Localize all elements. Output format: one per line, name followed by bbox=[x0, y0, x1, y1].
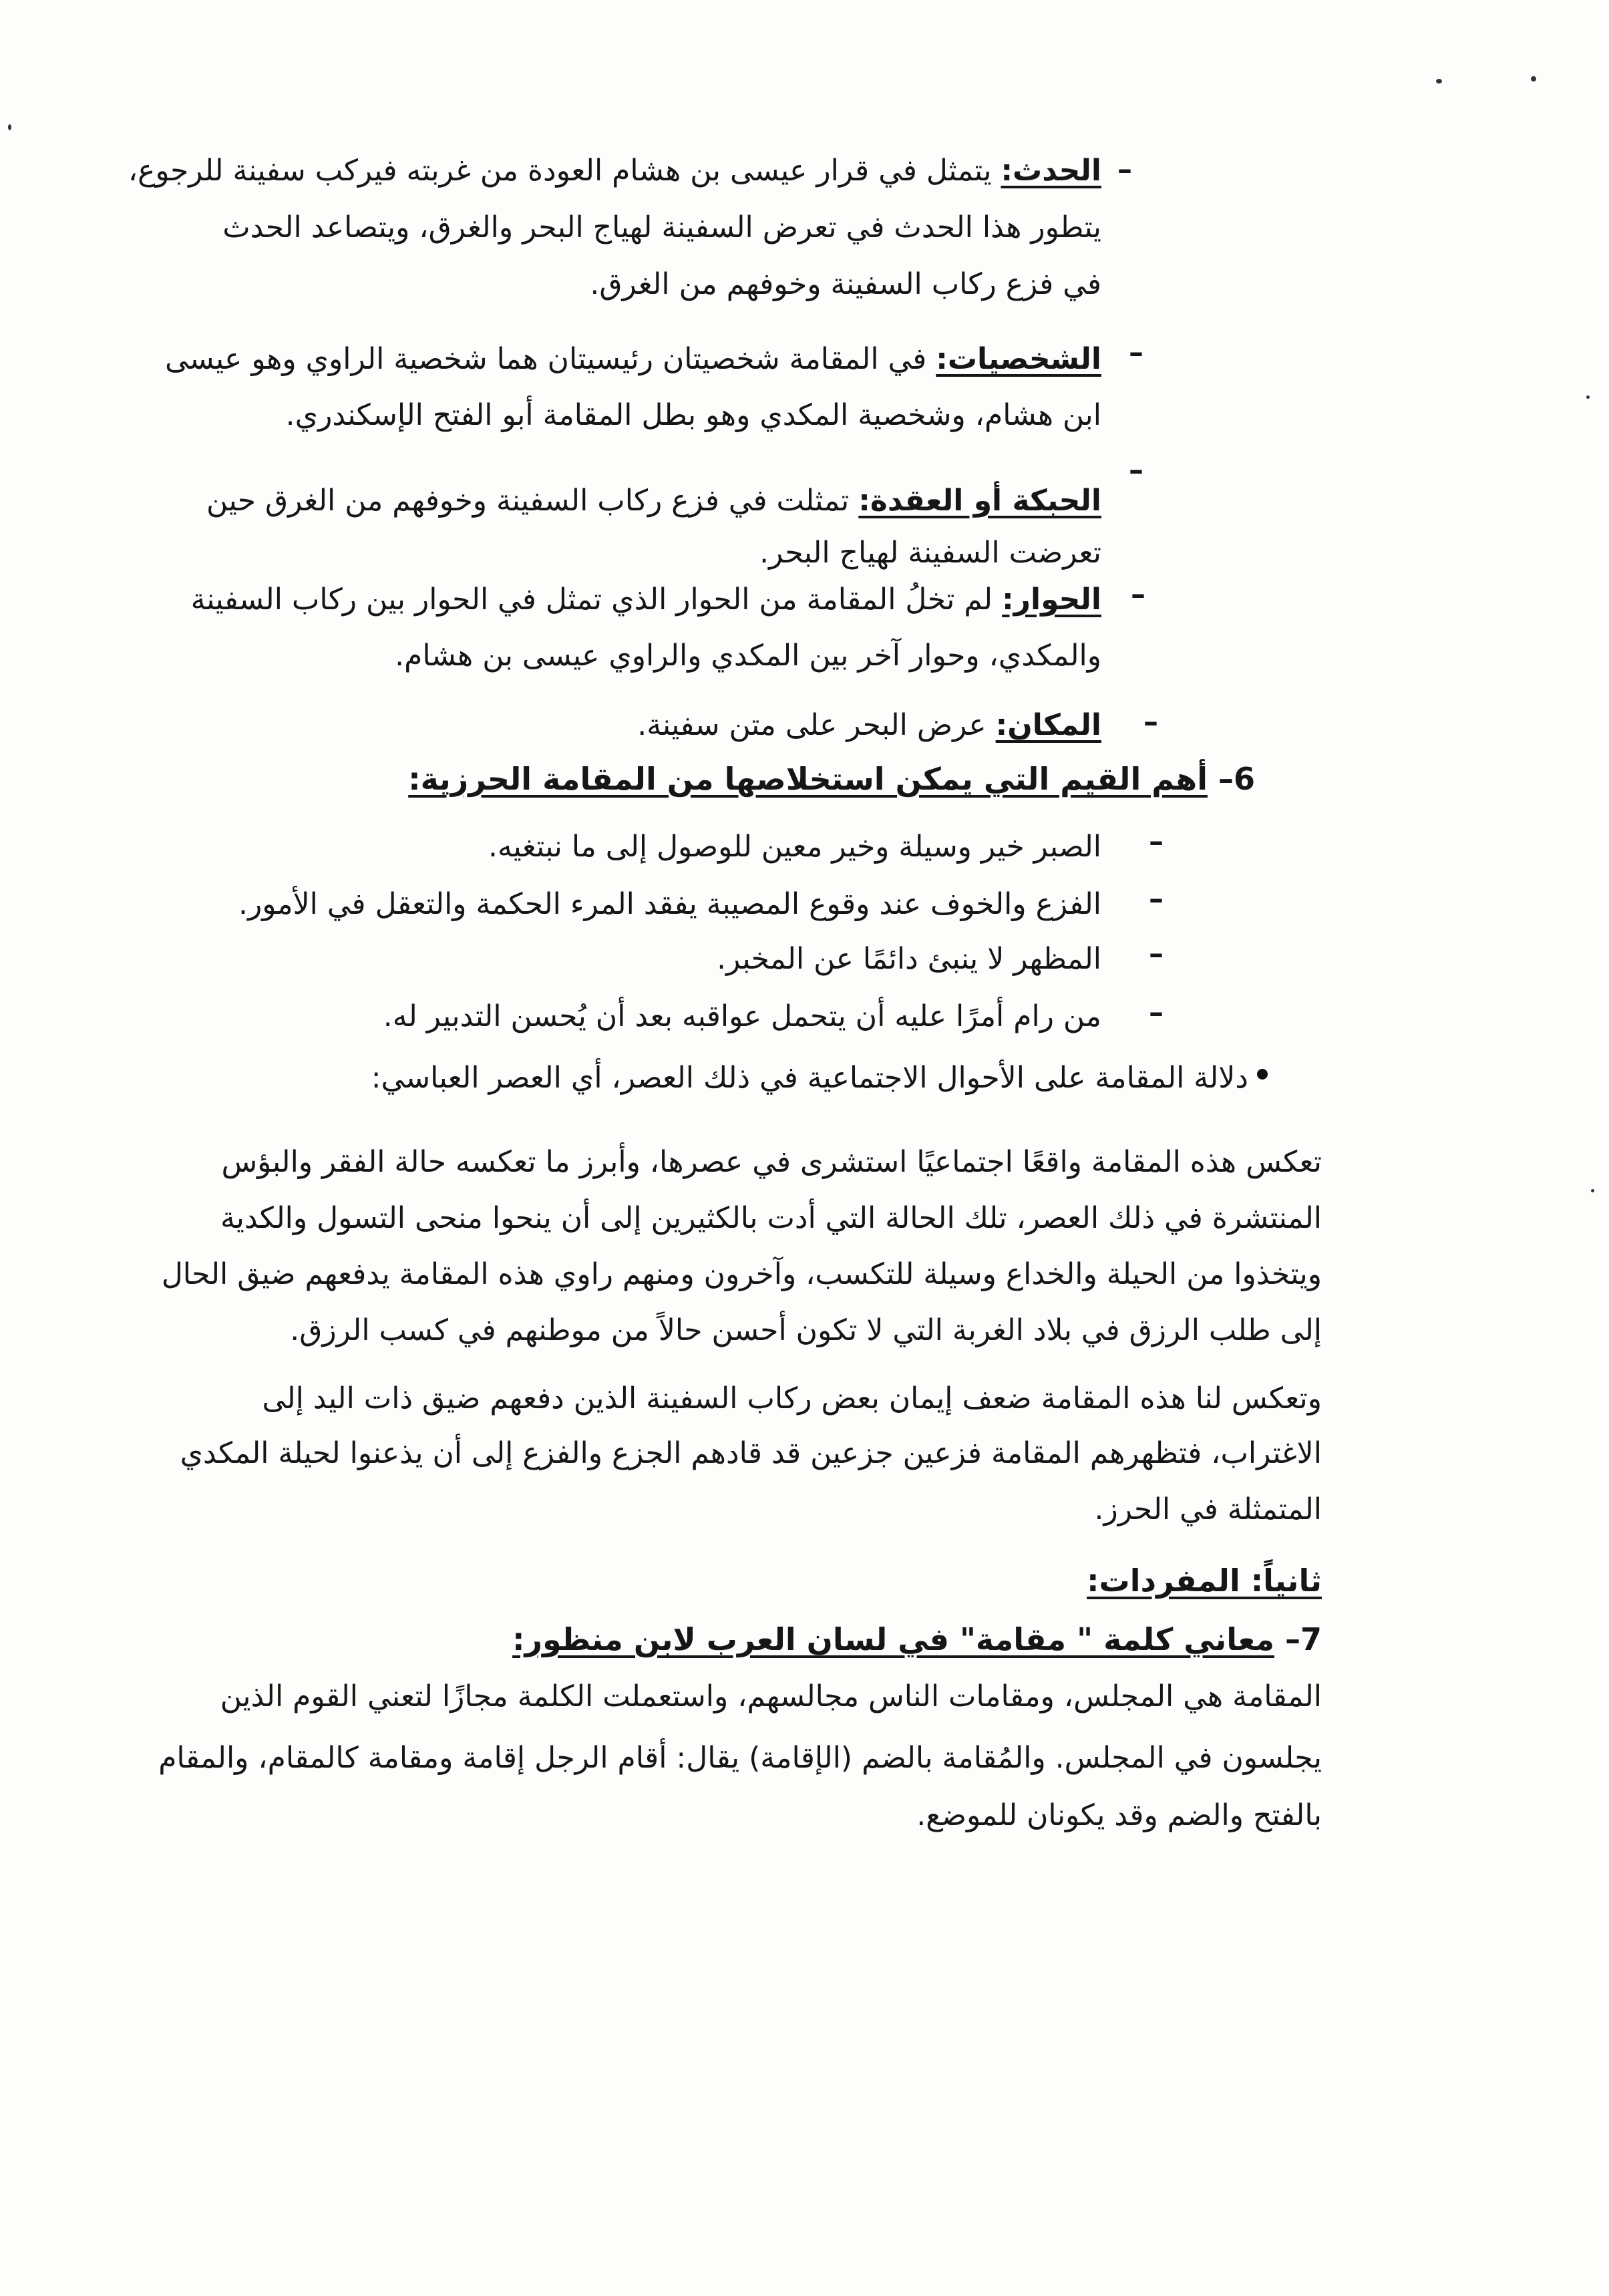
place-term: المكان: bbox=[995, 708, 1101, 742]
plot-text-1: تمثلت في فزع ركاب السفينة وخوفهم من الغرق حين bbox=[206, 484, 850, 518]
list-item-event-line-3: في فزع ركاب السفينة وخوفهم من الغرق. bbox=[590, 267, 1101, 301]
paragraph-line: بالفتح والضم وقد يكونان للموضع. bbox=[916, 1798, 1322, 1832]
list-item-event-line-1 bbox=[128, 152, 1101, 190]
vocabulary-heading bbox=[1087, 1561, 1322, 1601]
scan-speck bbox=[1436, 79, 1442, 84]
paragraph-line: يجلسون في المجلس. والمُقامة بالضم (الإقامة) يقال: أقام الرجل إقامة ومقامة كالمقام، والمقام bbox=[158, 1741, 1322, 1775]
list-dash: – bbox=[1131, 577, 1145, 611]
scan-speck bbox=[1591, 1189, 1594, 1192]
section-7-title: معاني كلمة " مقامة" في لسان العرب لابن منظور: bbox=[512, 1621, 1274, 1657]
paragraph-line: الاغتراب، فتظهرهم المقامة فزعين جزعين قد قادهم الجزع والفزع إلى أن يذعنوا لحيلة المكدي bbox=[180, 1436, 1322, 1470]
list-dash: – bbox=[1149, 882, 1164, 916]
paragraph-line: المقامة هي المجلس، ومقامات الناس مجالسهم، واستعملت الكلمة مجازًا لتعني القوم الذين bbox=[220, 1679, 1322, 1713]
scan-speck bbox=[1531, 76, 1536, 81]
list-dash: – bbox=[1117, 152, 1132, 186]
value-item-1: الصبر خير وسيلة وخير معين للوصول إلى ما نبتغيه. bbox=[488, 830, 1101, 864]
list-dash: – bbox=[1149, 995, 1164, 1029]
value-item-3: المظهر لا ينبئ دائمًا عن المخبر. bbox=[717, 942, 1101, 976]
section-6-heading bbox=[408, 759, 1255, 799]
scan-speck bbox=[1586, 395, 1590, 399]
list-item-event-line-2: يتطور هذا الحدث في تعرض السفينة لهياج البحر والغرق، ويتصاعد الحدث bbox=[222, 210, 1101, 244]
paragraph-line: ويتخذوا من الحيلة والخداع وسيلة للتكسب، وآخرون ومنهم راوي هذه المقامة يدفعهم ضيق الحال bbox=[161, 1257, 1322, 1291]
dialogue-text-1: لم تخلُ المقامة من الحوار الذي تمثل في الحوار بين ركاب السفينة bbox=[190, 583, 993, 617]
section-6-title: أهم القيم التي يمكن استخلاصها من المقامة الحرزية: bbox=[408, 761, 1208, 797]
characters-text-1: في المقامة شخصيتان رئيسيتان هما شخصية الراوي وهو عيسى bbox=[164, 342, 927, 376]
list-item-dialogue-line-1 bbox=[191, 581, 1101, 619]
paragraph-line: وتعكس لنا هذه المقامة ضعف إيمان بعض ركاب السفينة الذين دفعهم ضيق ذات اليد إلى bbox=[262, 1381, 1322, 1416]
section-7-heading bbox=[512, 1619, 1322, 1659]
paragraph-line: المتمثلة في الحرز. bbox=[1094, 1492, 1322, 1526]
dialogue-term: الحوار: bbox=[1002, 583, 1101, 617]
section-6-number: 6– bbox=[1218, 761, 1255, 797]
list-dash: – bbox=[1149, 937, 1164, 971]
paragraph-line: المنتشرة في ذلك العصر، تلك الحالة التي أدت بالكثيرين إلى أن ينحوا منحى التسول والكدية bbox=[220, 1201, 1322, 1235]
list-dash: – bbox=[1143, 705, 1158, 739]
bullet-dot bbox=[1257, 1069, 1268, 1080]
paragraph-line: تعكس هذه المقامة واقعًا اجتماعيًا استشرى في عصرها، وأبرز ما تعكسه حالة الفقر والبؤس bbox=[221, 1145, 1322, 1179]
list-item-characters-line-2: ابن هشام، وشخصية المكدي وهو بطل المقامة أبو الفتح الإسكندري. bbox=[285, 398, 1101, 432]
event-term: الحدث: bbox=[1001, 154, 1101, 188]
list-item-place-line-1 bbox=[637, 707, 1101, 744]
list-dash: – bbox=[1149, 824, 1164, 858]
list-item-characters-line-1 bbox=[165, 341, 1101, 378]
list-item-dialogue-line-2: والمكدي، وحوار آخر بين المكدي والراوي عيسى بن هشام. bbox=[395, 639, 1101, 673]
scan-speck bbox=[8, 124, 11, 130]
value-item-4: من رام أمرًا عليه أن يتحمل عواقبه بعد أن يُحسن التدبير له. bbox=[383, 999, 1101, 1033]
vocabulary-heading-text: ثانياً: المفردات: bbox=[1087, 1563, 1322, 1599]
characters-term: الشخصيات: bbox=[936, 342, 1101, 376]
plot-term: الحبكة أو العقدة: bbox=[858, 484, 1101, 518]
social-bullet-line-1: دلالة المقامة على الأحوال الاجتماعية في ذلك العصر، أي العصر العباسي: bbox=[371, 1061, 1248, 1095]
value-item-2: الفزع والخوف عند وقوع المصيبة يفقد المرء الحكمة والتعقل في الأمور. bbox=[238, 887, 1101, 921]
place-text-1: عرض البحر على متن سفينة. bbox=[637, 708, 987, 742]
list-dash: – bbox=[1129, 453, 1143, 487]
list-dash: – bbox=[1129, 335, 1143, 369]
event-text-1: يتمثل في قرار عيسى بن هشام العودة من غربته فيركب سفينة للرجوع، bbox=[128, 154, 992, 188]
paragraph-line: إلى طلب الرزق في بلاد الغربة التي لا تكون أحسن حالاً من موطنهم في كسب الرزق. bbox=[290, 1313, 1322, 1347]
section-7-number: 7– bbox=[1284, 1621, 1322, 1657]
list-item-plot-line-1 bbox=[206, 482, 1101, 520]
list-item-plot-line-2: تعرضت السفينة لهياج البحر. bbox=[759, 536, 1101, 570]
